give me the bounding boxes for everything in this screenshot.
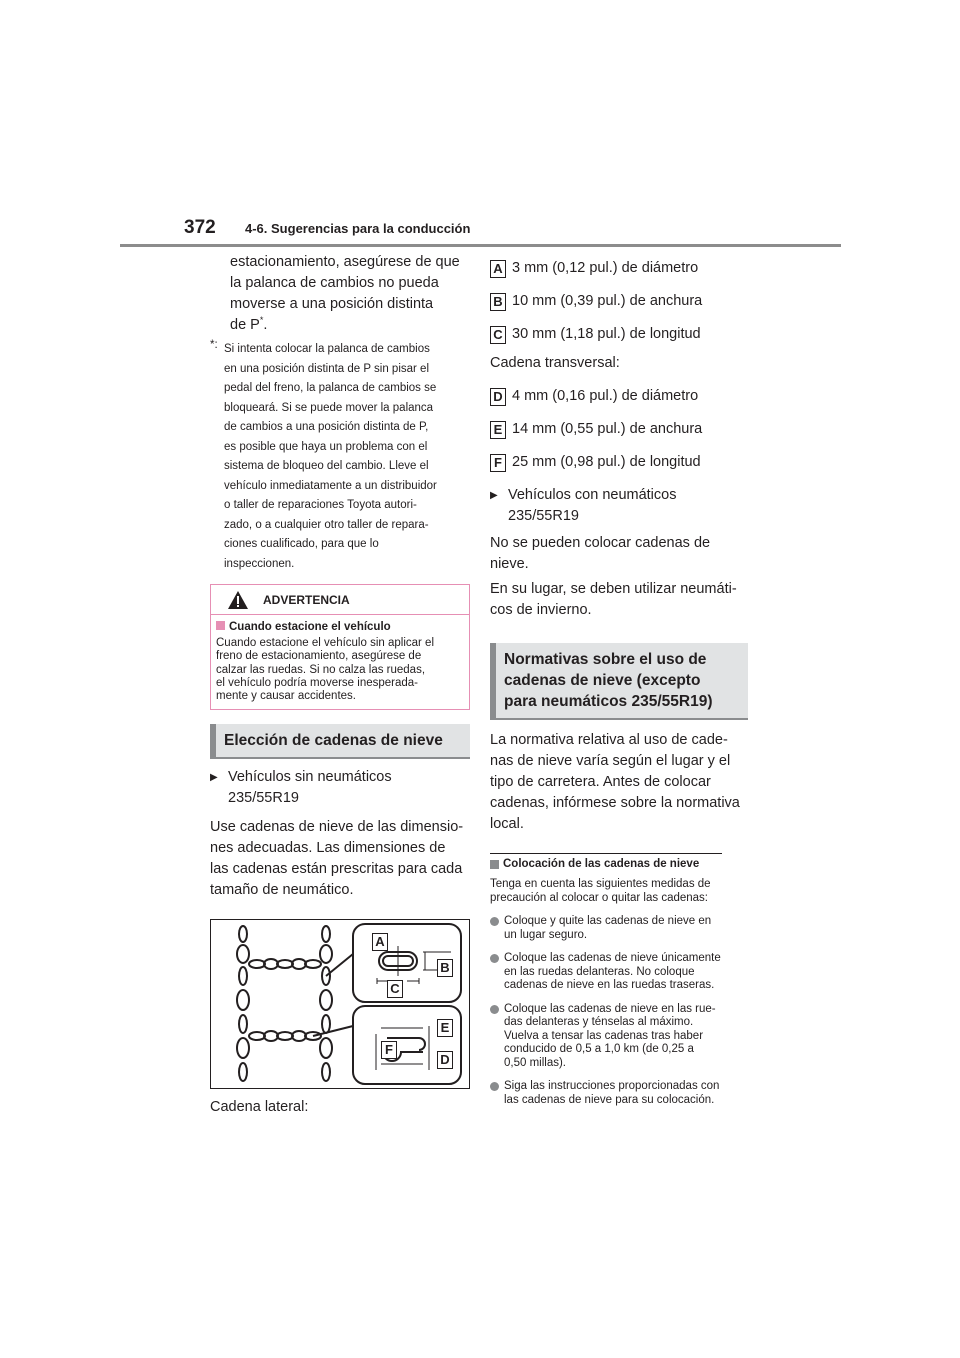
- footnote-line: vehículo inmediatamente a un distribuidor: [224, 479, 437, 492]
- diagram-label-f: F: [381, 1041, 397, 1059]
- text-fragment: .: [263, 317, 268, 333]
- sub-heading-text: Colocación de las cadenas de nieve: [503, 858, 700, 870]
- warning-line: freno de estacionamiento, asegúrese de: [216, 650, 422, 663]
- text-line: tamaño de neumático.: [210, 882, 354, 899]
- dimension-letter: D: [490, 388, 506, 406]
- text-line: das delanteras y ténselas al máximo.: [504, 1016, 694, 1028]
- diagram-label-d: D: [437, 1051, 453, 1069]
- text-line: Siga las instrucciones proporcionadas con: [504, 1080, 720, 1092]
- heading-line: Normativas sobre el uso de: [504, 651, 707, 668]
- text-line: Vehículos sin neumáticos: [228, 769, 392, 786]
- text-line: Coloque las cadenas de nieve en las rue-: [504, 1002, 716, 1015]
- dimension-letter: E: [490, 421, 506, 439]
- diagram-label-a: A: [372, 933, 388, 951]
- warning-line: el vehículo podría moverse inesperada-: [216, 676, 419, 689]
- text-line: las cadenas están prescritas para cada: [210, 861, 463, 878]
- cross-chain-label: Cadena transversal:: [490, 355, 620, 371]
- arrow-list-item: [210, 767, 470, 809]
- footnote-line: inspeccionen.: [224, 557, 295, 570]
- dimension-row: [490, 285, 752, 318]
- text-line: cadenas, infórmese sobre la normativa: [490, 795, 740, 811]
- dimension-row: [490, 252, 752, 285]
- paragraph: [490, 533, 752, 575]
- bullet-dot-icon: [490, 954, 499, 963]
- section-title: 4-6. Sugerencias para la conducción: [245, 221, 471, 236]
- snow-chain-diagram: [210, 919, 470, 1089]
- text-line: En su lugar, se deben utilizar neumáti-: [490, 581, 737, 597]
- text-line: No se pueden colocar cadenas de: [490, 535, 711, 551]
- footnote-line: zado, o a cualquier otro taller de repara-: [224, 518, 429, 531]
- text-line: nieve.: [490, 556, 529, 572]
- text-line: la palanca de cambios no pueda: [230, 275, 439, 291]
- dimension-text: 30 mm (1,18 pul.) de longitud: [512, 326, 701, 342]
- footnote-line: en una posición distinta de P sin pisar el: [224, 362, 430, 375]
- text-fragment: de P: [230, 317, 260, 333]
- dimension-text: 10 mm (0,39 pul.) de anchura: [512, 293, 703, 309]
- dimension-text: 25 mm (0,98 pul.) de longitud: [512, 454, 701, 470]
- arrow-bullet-icon: ▶: [210, 772, 218, 784]
- bullet-item: [490, 1003, 752, 1071]
- bullet-item: [490, 952, 752, 993]
- footnote-line: pedal del freno, la palanca de cambios se: [224, 382, 437, 394]
- dimension-row: [490, 446, 752, 479]
- section-heading: Elección de cadenas de nieve: [210, 724, 470, 759]
- dimension-letter: A: [490, 260, 506, 278]
- square-bullet-icon: [490, 860, 499, 869]
- text-line: en las ruedas delanteras. No coloque: [504, 965, 695, 978]
- text-line: conducido de 0,5 a 1,0 km (de 0,25 a: [504, 1043, 694, 1055]
- dimension-text: 14 mm (0,55 pul.) de anchura: [512, 421, 703, 437]
- footnote-line: o taller de reparaciones Toyota autori-: [224, 499, 417, 511]
- header-rule: [120, 244, 841, 247]
- dimension-letter: C: [490, 326, 506, 344]
- text-line: La normativa relativa al uso de cade-: [490, 732, 728, 748]
- heading-line: cadenas de nieve (excepto: [504, 672, 701, 689]
- text-line: Coloque y quite las cadenas de nieve en: [504, 915, 712, 927]
- left-column: [210, 252, 470, 1118]
- warning-line: Cuando estacione el vehículo sin aplicar el: [216, 637, 434, 649]
- warning-title-bar: [211, 585, 469, 615]
- warning-text: [216, 637, 464, 703]
- footnote-line: ciones cualificado, para que lo: [224, 538, 379, 550]
- text-line: 235/55R19: [228, 790, 299, 807]
- text-line: precaución al colocar o quitar las cadenas:: [490, 891, 708, 904]
- bullet-dot-icon: [490, 917, 499, 926]
- text-line: las cadenas de nieve para su colocación.: [504, 1093, 715, 1106]
- heading-line: para neumáticos 235/55R19): [504, 693, 713, 710]
- bullet-item: [490, 915, 752, 942]
- text-line: un lugar seguro.: [504, 928, 588, 941]
- dimension-text: 4 mm (0,16 pul.) de diámetro: [512, 388, 699, 404]
- footnote-mark: *:: [210, 339, 218, 351]
- bullet-dot-icon: [490, 1005, 499, 1014]
- bullet-dot-icon: [490, 1082, 499, 1091]
- dimension-letter: B: [490, 293, 506, 311]
- text-line: nas de nieve varía según el lugar y el: [490, 753, 731, 769]
- bullet-item: [490, 1080, 752, 1107]
- right-column: [490, 252, 752, 1107]
- text-line: nes adecuadas. Las dimensiones de: [210, 840, 446, 857]
- warning-line: calzar las ruedas. Si no calza las ruedas,: [216, 663, 426, 676]
- warning-heading-text: Cuando estacione el vehículo: [229, 621, 391, 633]
- sub-heading: [490, 853, 722, 872]
- dimension-row: [490, 318, 752, 351]
- warning-heading: [216, 620, 464, 635]
- dimension-letter: F: [490, 454, 506, 472]
- section-heading: [490, 643, 748, 720]
- arrow-item-text: [508, 485, 676, 527]
- text-line: Tenga en cuenta las siguientes medidas de: [490, 878, 711, 890]
- warning-body: [211, 615, 469, 709]
- paragraph: [490, 579, 752, 621]
- arrow-item-text: [228, 767, 392, 809]
- snow-chain-illustration: [211, 920, 469, 1088]
- footnote-line: Si intenta colocar la palanca de cambios: [224, 343, 430, 355]
- bullet-text: [504, 915, 711, 942]
- text-line: cos de invierno.: [490, 602, 592, 618]
- text-line: cadenas de nieve en las ruedas traseras.: [504, 979, 715, 991]
- square-bullet-icon: [216, 621, 225, 630]
- diagram-caption: Cadena lateral:: [210, 1099, 309, 1116]
- text-line: local.: [490, 816, 524, 832]
- footnote-ref: *: [259, 315, 264, 326]
- diagram-label-b: B: [437, 959, 453, 977]
- text-line: Vuelva a tensar las cadenas tras haber: [504, 1029, 704, 1042]
- text-line: moverse a una posición distinta: [230, 296, 434, 312]
- bullet-text: [504, 1003, 716, 1071]
- text-line: Coloque las cadenas de nieve únicamente: [504, 952, 721, 964]
- paragraph: [490, 730, 752, 835]
- warning-line: mente y causar accidentes.: [216, 690, 356, 703]
- dimension-text: 3 mm (0,12 pul.) de diámetro: [512, 260, 699, 276]
- paragraph: [210, 817, 470, 901]
- page-number: 372: [184, 217, 216, 238]
- dimension-row: [490, 413, 752, 446]
- text-line: 235/55R19: [508, 508, 579, 524]
- continued-paragraph: [210, 252, 470, 336]
- diagram-label-c: C: [387, 980, 403, 998]
- footnote-line: sistema de bloqueo del cambio. Lleve el: [224, 460, 429, 472]
- text-line: Use cadenas de nieve de las dimensio-: [210, 819, 464, 836]
- arrow-bullet-icon: ▶: [490, 490, 498, 501]
- text-line: tipo de carretera. Antes de colocar: [490, 774, 711, 790]
- dimension-row: [490, 380, 752, 413]
- text-line: Vehículos con neumáticos: [508, 487, 677, 503]
- text-line: estacionamiento, asegúrese de que: [230, 254, 460, 270]
- bullet-text: [504, 952, 721, 993]
- bullet-text: [504, 1080, 719, 1107]
- footnote-line: de cambios a una posición distinta de P,: [224, 421, 429, 433]
- footnote-line: es posible que haya un problema con el: [224, 440, 428, 453]
- diagram-label-e: E: [437, 1019, 453, 1037]
- warning-box: [210, 584, 470, 710]
- text-line: 0,50 millas).: [504, 1056, 566, 1069]
- warning-title: ADVERTENCIA: [263, 592, 350, 607]
- arrow-list-item: [490, 485, 752, 527]
- intro-paragraph: [490, 878, 752, 905]
- footnote: [210, 340, 470, 574]
- warning-triangle-icon: [227, 590, 249, 610]
- footnote-line: bloqueará. Si se puede mover la palanca: [224, 401, 434, 414]
- text-line: [230, 315, 470, 336]
